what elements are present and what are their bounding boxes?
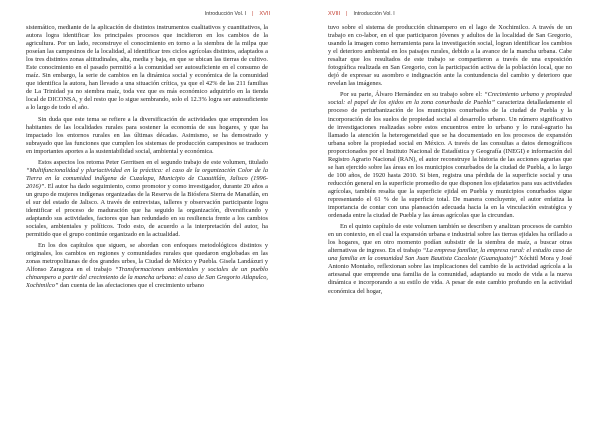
text-run: Sin duda que este tema se refiere a la diversificación de actividades que emprenden los habitantes de las localidades rurales para sostener la economía de sus hogares, y que ha impactado los entornos rurales en las últimas décadas. Asimismo, se ha demostrado y subrayado que las funciones que cumplen los sistemas de producción campesinos se traducen en importantes aportes a la sustentabilidad social, ambiental y económica. <box>26 115 268 155</box>
right-header-separator: | <box>346 11 348 17</box>
text-run: En el quinto capítulo de este volumen también se describen y analizan procesos de cambio en un contexto, en el cual la expansión urbana e industrial sobre las tierras ejidales ha orillado a los hogares, que en otro momento podían subsistir de la siembra de maíz, a buscar otras alternativas de ingreso. En el trabajo <box>328 223 572 255</box>
text-run: caracteriza detalladamente el proceso de periurbanización de los municipios conurbados de la ciudad de Puebla y la incorporación de los suelos de propiedad social al desarrollo urbano. Un número significativo de investigaciones realizadas sobre estos encuentros entre lo urbano y lo rural-agrario ha llamado la atención la heterogeneidad que se ha documentado en los procesos de expansión urbana sobre la propiedad social en México. A través de las consultas a datos demográficos proporcionados por el Instituto Nacional de Estadística y Geografía (INEGI) e información del Registro Agrario Nacional (RAN), el autor reconstruye la historia de las acciones agrarias que se han ejercido sobre las áreas en los municipios conurbados de la ciudad de Puebla, a lo largo de 100 años, de 1920 hasta 2010. Si bien, registra una pérdida de la superficie social y una reducción general en la superficie promedio de que disponen los ejidatarios para sus actividades agrícolas, también resalta que la superficie ejidal en Puebla y municipios conurbados sigue representando el 61 % de la superficie total. De manera concluyente, el autor enfatiza la importancia de contar con una planeación adecuada hacia la en la vinculación estratégica y ordenada entre la ciudad de Puebla y las áreas agrícolas que la circundan. <box>328 99 572 220</box>
chapter-title-italic: “Crecimiento urbano y propiedad social: el papel de los ejidos en la zona conurbada de Puebla” <box>328 91 572 107</box>
left-running-head <box>26 8 270 20</box>
left-paragraph-2 <box>26 116 268 156</box>
left-page-number: XVII <box>259 11 270 17</box>
text-run: Xóchitl Mora y José Antonio Montaño, reflexionan sobre las implicaciones del cambio de la actividad agrícola a la artesanal que emprende una familia de la comunidad, adaptando su modo de vida a la nueva dinámica e incorporando a su estilo de vida. A pesar de este cambio profundo en la actividad económica del hogar, <box>328 255 572 295</box>
text-run: sistemático, mediante de la aplicación de distintos instrumentos cualitativos y cuantitativos, la autora logra identificar los principales procesos que incidieron en los cambios de la agricultura. Por un lado, reconstruye el conocimiento en torno a la siembra de la milpa que poseían las campesinos de la localidad, al identificar tres ciclos agrícolas distintos, adaptados a los tres distintos zonas altitudinales, alta, media y baja, en que se ubican las tierras de cultivo. Este conocimiento en el pasado permitió a la comunidad ser autosuficiente en el consumo de maíz. Sin embargo, la serie de cambios en la dinámica social y económica de la comunidad que identifica la autora, han llevado a una situación crítica, ya que el 42% de las 211 familias de La Trinidad ya no siembra maíz, toda vez que es más económico adquirirlo en la tienda local de DICONSA, y del resto que lo sigue sembrando, solo el 12.3% logra ser autosuficiente a lo largo de todo el año. <box>26 24 268 112</box>
right-running-head <box>328 8 572 20</box>
chapter-title-italic: “Multifuncionalidad y pluriactividad en la práctica: el caso de la organización Color de la Tierra en la comunidad indígena de Cuzalapa, Municipio de Cuautitlán, Jalisco (1996-2016)” <box>26 166 268 190</box>
chapter-title-italic: “La empresa familiar, la empresa rural: el estudio caso de una familia en la comunidad San Juan Bautista Cacalote (Guanajuato)” <box>328 247 572 263</box>
left-header-separator: | <box>252 11 254 17</box>
left-paragraph-1 <box>26 24 268 113</box>
left-header-title: Introducción Vol. I <box>204 11 247 17</box>
right-page-number: XVIII <box>328 11 341 17</box>
left-paragraph-4 <box>26 242 268 290</box>
left-body-text <box>26 24 268 434</box>
text-run: En los dos capítulos que siguen, se abordan con enfoques metodológicos distintos y originales, los cambios en regiones y comunidades rurales que quedaron englobadas en las zonas metropolitanas de dos grandes urbes, la Ciudad de México y Puebla. Gisela Landázuri y Alfonso Zaragoza en el trabajo <box>26 242 268 274</box>
text-run: Estos aspectos los retoma Peter Gerritsen en el segundo trabajo de este volumen, titulado <box>38 158 268 166</box>
text-run: Por su parte, Álvaro Hernández en su trabajo sobre el: <box>340 91 485 99</box>
chapter-title-italic: “Transformaciones ambientales y sociales de un pueblo chinampero a partir del crecimiento de la mancha urbana: el caso de San Gregorio Atlapulco, Xochimilco” <box>26 266 268 290</box>
left-paragraph-3 <box>26 159 268 239</box>
right-body-text <box>328 24 572 434</box>
right-paragraph-3 <box>328 223 572 295</box>
right-page <box>300 0 600 440</box>
right-paragraph-1 <box>328 24 572 88</box>
right-header-title: Introducción Vol. I <box>353 11 395 17</box>
text-run: . El autor ha dado seguimiento, como promotor y como investigador, durante 20 años a un grupo de mujeres indígenas organizadas de la Reserva de la Biósfera Sierra de Manatlán, en el sur del estado de Jalisco. A través de entrevistas, talleres y observación participante logra identificar el proceso de maduración que ha seguido la organización, diversificando y adaptando sus actividades, factores que han redundado en su resiliencia frente a los cambios sociales, ambientales y políticos. Todo esto, de acuerdo a la interpretación del autor, ha permitido que el grupo continúe organizado en la actualidad. <box>26 182 268 239</box>
text-run: tuvo sobre el sistema de producción chinampero en el lago de Xochimilco. A través de un trabajo en co-labor, en el que participaron jóvenes y adultos de la localidad de San Gregorio, usando la imagen como herramienta para la investigación social, logran identificar los cambios y el deterioro ambiental en los paisajes rurales, debido a la avance de la mancha urbana. Cabe resaltar que los resultados de este trabajo se compartieron a través de una exposición fotográfica realizada en San Gregorio, con la participación activa de la población local, que no dejó de expresar su asombro e indignación ante la contundencia del cambio y deterioro que revelan las imágenes. <box>328 24 572 88</box>
right-paragraph-2 <box>328 91 572 220</box>
text-run: dan cuenta de las afectaciones que el crecimiento urbano <box>58 282 205 290</box>
